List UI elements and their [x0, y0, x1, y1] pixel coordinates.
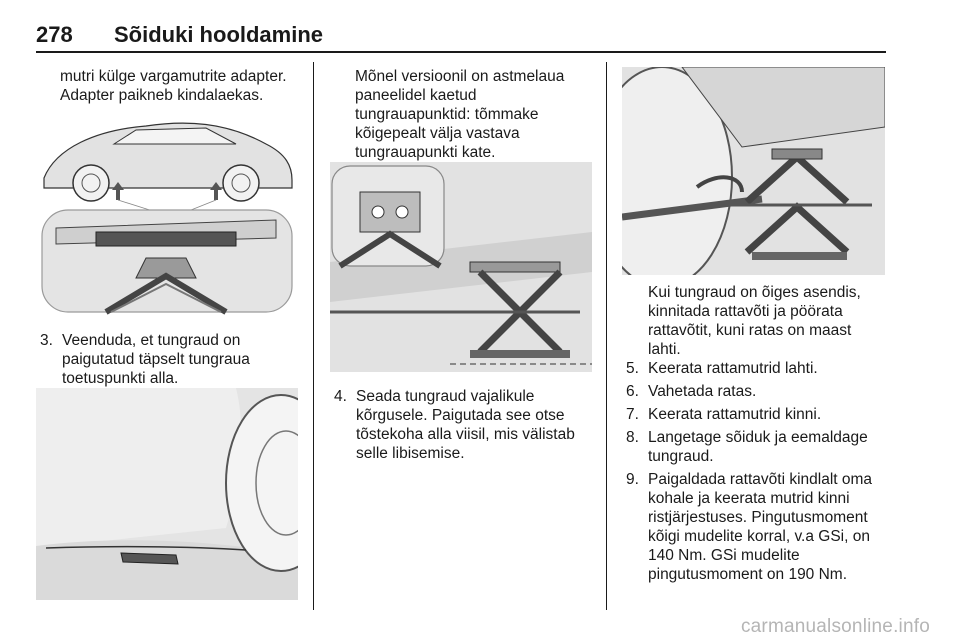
jack-with-crank-figure — [622, 67, 885, 275]
rear-wheel-arch-figure — [36, 388, 298, 600]
step-5-number: 5. — [626, 360, 639, 377]
step-7-number: 7. — [626, 406, 639, 423]
column-divider-1 — [313, 62, 314, 610]
step-8-number: 8. — [626, 429, 639, 446]
car-side-jack-points-figure — [36, 108, 298, 316]
watermark-text: carmanualsonline.info — [740, 616, 930, 637]
step-4-text: Seada tungraud vajalikule kõrgusele. Paigutada see otse tõstekoha alla viisil, mis välistab selle libisemise. — [356, 388, 575, 462]
step-3-text: Veenduda, et tungraud on paigutatud täpselt tungraua toetuspunkti alla. — [62, 332, 250, 387]
step-5-text: Keerata rattamutrid lahti. — [648, 360, 818, 377]
step-9-text: Paigaldada rattavõti kindlalt oma kohale ja keerata mutrid kinni ristjärjestuses. Pingutusmoment kõigi mudelite korral, v.a GSi, on 140 Nm. GSi mudelite pingutusmoment on 190 Nm. — [648, 471, 873, 583]
col3-paragraph: Kui tungraud on õiges asendis, kinnitada rattavõti ja pöörata rattavõtit, kuni ratas on maast lahti. — [648, 284, 861, 358]
step-7-text: Keerata rattamutrid kinni. — [648, 406, 822, 423]
step-9-number: 9. — [626, 471, 639, 488]
col1-intro-text: mutri külge vargamutrite adapter. Adapter paikneb kindalaekas. — [60, 68, 287, 104]
step-6-number: 6. — [626, 383, 639, 400]
header-rule — [36, 51, 886, 53]
step-4-number: 4. — [334, 388, 347, 405]
step-6-text: Vahetada ratas. — [648, 383, 757, 400]
page-number: 278 — [36, 22, 73, 47]
column-divider-2 — [606, 62, 607, 610]
step-8-text: Langetage sõiduk ja eemaldage tungraud. — [648, 429, 868, 465]
page-title: Sõiduki hooldamine — [114, 22, 324, 47]
step-3-number: 3. — [40, 332, 53, 349]
col2-intro-text: Mõnel versioonil on astmelaua paneelidel kaetud tungrauapunktid: tõmmake kõigepealt välja vastava tungrauapunkti kate. — [355, 68, 565, 161]
jack-under-sill-figure — [330, 162, 592, 372]
